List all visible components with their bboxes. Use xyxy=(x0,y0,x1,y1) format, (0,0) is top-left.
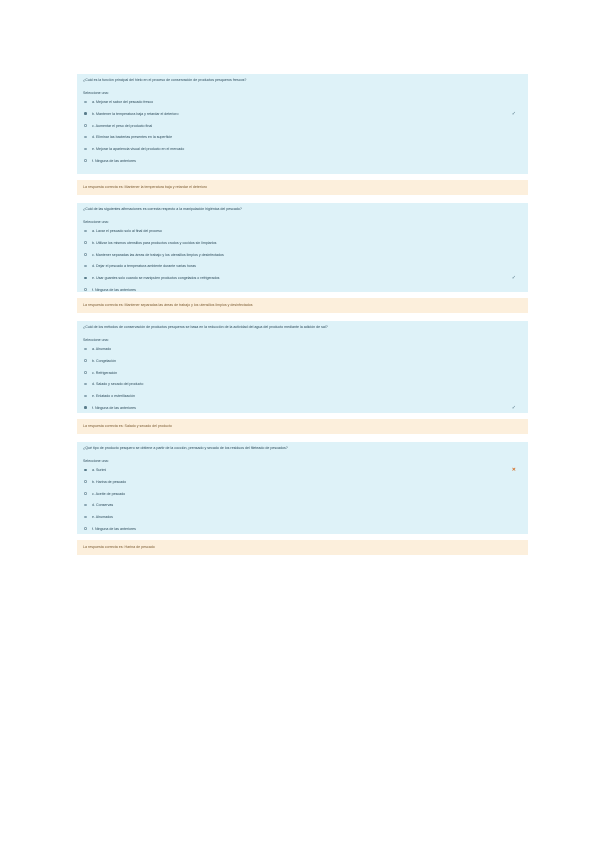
question-4-option-f[interactable] xyxy=(83,526,522,532)
radio-button[interactable] xyxy=(84,253,87,256)
question-2-option-d[interactable] xyxy=(83,263,522,269)
question-2-feedback: La respuesta correcta es: Mantener separadas las áreas de trabajo y los utensilios limpios y desinfectados xyxy=(77,298,528,313)
option-label: c. Mantener separadas las áreas de trabajo y los utensilios limpios y desinfectados xyxy=(92,252,224,257)
option-label: a. Lavar el pescado solo al final del proceso xyxy=(92,229,162,233)
option-label: f. Ninguna de las anteriores xyxy=(92,526,136,531)
question-2-option-e[interactable] xyxy=(83,275,522,281)
option-label: b. Utilizar los mismos utensilios para productos crudos y cocidos sin limpiarlos xyxy=(92,240,217,245)
cross-icon: ✕ xyxy=(511,467,516,473)
option-label: d. Salado y secado del producto xyxy=(92,382,144,387)
option-label: b. Congelación xyxy=(92,358,116,363)
question-3-option-e[interactable] xyxy=(83,393,522,399)
question-3-option-c[interactable] xyxy=(83,370,522,376)
radio-button[interactable] xyxy=(84,359,87,362)
question-1-option-e[interactable] xyxy=(83,146,522,152)
question-3-feedback: La respuesta correcta es: Salado y secado del producto xyxy=(77,419,528,434)
radio-button[interactable] xyxy=(84,112,87,115)
option-label: b. Harina de pescado xyxy=(92,479,127,484)
radio-button[interactable] xyxy=(84,504,87,507)
option-label: e. Ahumados xyxy=(92,515,113,520)
radio-button[interactable] xyxy=(84,101,87,104)
question-3-text: ¿Cuál de los métodos de conservación de productos pesqueros se basa en la reducción de la actividad del agua del producto mediante la adición de sal? xyxy=(83,325,328,329)
question-4-option-c[interactable] xyxy=(83,491,522,497)
radio-button[interactable] xyxy=(84,516,87,519)
question-1-panel xyxy=(77,74,528,174)
radio-button[interactable] xyxy=(84,469,87,472)
question-1-option-d[interactable] xyxy=(83,134,522,140)
option-label: e. Mejorar la apariencia visual del producto en el mercado xyxy=(92,147,185,152)
option-label: d. Eliminar las bacterias presentes en la superficie xyxy=(92,135,173,140)
option-label: c. Aceite de pescado xyxy=(92,491,126,496)
option-label: f. Ninguna de las anteriores xyxy=(92,158,136,163)
question-4-panel xyxy=(77,442,528,534)
question-1-prompt: Seleccione una: xyxy=(83,91,109,95)
question-4-option-e[interactable] xyxy=(83,514,522,520)
option-label: d. Dejar el pescado a temperatura ambiente durante varias horas xyxy=(92,264,196,269)
question-1-text: ¿Cuál es la función principal del hielo en el proceso de conservación de productos pesqueros frescos? xyxy=(83,78,247,82)
question-4-prompt: Seleccione una: xyxy=(83,459,109,463)
question-2-panel xyxy=(77,203,528,292)
question-4-option-b[interactable] xyxy=(83,479,522,485)
radio-button[interactable] xyxy=(84,159,87,162)
radio-button[interactable] xyxy=(84,371,87,374)
question-2-prompt: Seleccione una: xyxy=(83,220,109,224)
radio-button[interactable] xyxy=(84,527,87,530)
option-label: f. Ninguna de las anteriores xyxy=(92,287,136,292)
radio-button[interactable] xyxy=(84,348,87,351)
question-4-text: ¿Qué tipo de producto pesquero se obtiene a partir de la cocción, prensado y secado de los residuos del fileteado de pescados? xyxy=(83,446,288,450)
option-label: c. Refrigeración xyxy=(92,370,118,375)
radio-button[interactable] xyxy=(84,136,87,139)
check-icon: ✓ xyxy=(511,404,516,411)
question-1-option-b[interactable] xyxy=(83,111,522,117)
radio-button[interactable] xyxy=(84,406,87,409)
question-2-option-f[interactable] xyxy=(83,287,522,293)
radio-button[interactable] xyxy=(84,395,87,398)
radio-button[interactable] xyxy=(84,241,87,244)
question-4-option-a[interactable] xyxy=(83,467,522,473)
radio-button[interactable] xyxy=(84,480,87,483)
option-label: e. Enlatado o esterilización xyxy=(92,394,135,399)
option-label: c. Aumentar el peso del producto final xyxy=(92,123,153,128)
option-label: b. Mantener la temperatura baja y retardar el deterioro xyxy=(92,111,179,116)
radio-button[interactable] xyxy=(84,124,87,127)
question-2-option-b[interactable] xyxy=(83,240,522,246)
radio-button[interactable] xyxy=(84,148,87,151)
option-label: e. Usar guantes solo cuando se manipulen productos congelados o refrigerados xyxy=(92,276,220,281)
question-2-option-c[interactable] xyxy=(83,252,522,258)
question-1-option-c[interactable] xyxy=(83,123,522,129)
question-3-option-a[interactable] xyxy=(83,346,522,352)
question-3-prompt: Seleccione una: xyxy=(83,338,109,342)
option-label: a. Mejorar el sabor del pescado fresco xyxy=(92,100,154,104)
option-label: d. Conservas xyxy=(92,503,114,508)
question-3-option-d[interactable] xyxy=(83,381,522,387)
question-1-option-a[interactable] xyxy=(83,99,522,105)
option-label: a. Surimi xyxy=(92,468,107,472)
question-2-text: ¿Cuál de las siguientes afirmaciones es correcta respecto a la manipulación higiénica del pescado? xyxy=(83,207,242,211)
radio-button[interactable] xyxy=(84,383,87,386)
question-1-feedback: La respuesta correcta es: Mantener la temperatura baja y retardar el deterioro xyxy=(77,180,528,195)
radio-button[interactable] xyxy=(84,492,87,495)
question-2-option-a[interactable] xyxy=(83,228,522,234)
question-4-feedback: La respuesta correcta es: Harina de pescado xyxy=(77,540,528,555)
check-icon: ✓ xyxy=(511,110,516,117)
question-3-option-b[interactable] xyxy=(83,358,522,364)
option-label: a. Ahumado xyxy=(92,347,112,351)
radio-button[interactable] xyxy=(84,230,87,233)
question-1-option-f[interactable] xyxy=(83,158,522,164)
radio-button[interactable] xyxy=(84,288,87,291)
option-label: f. Ninguna de las anteriores xyxy=(92,405,136,410)
radio-button[interactable] xyxy=(84,277,87,280)
radio-button[interactable] xyxy=(84,265,87,268)
check-icon: ✓ xyxy=(511,275,516,282)
question-4-option-d[interactable] xyxy=(83,502,522,508)
question-3-panel xyxy=(77,321,528,413)
question-3-option-f[interactable] xyxy=(83,405,522,411)
